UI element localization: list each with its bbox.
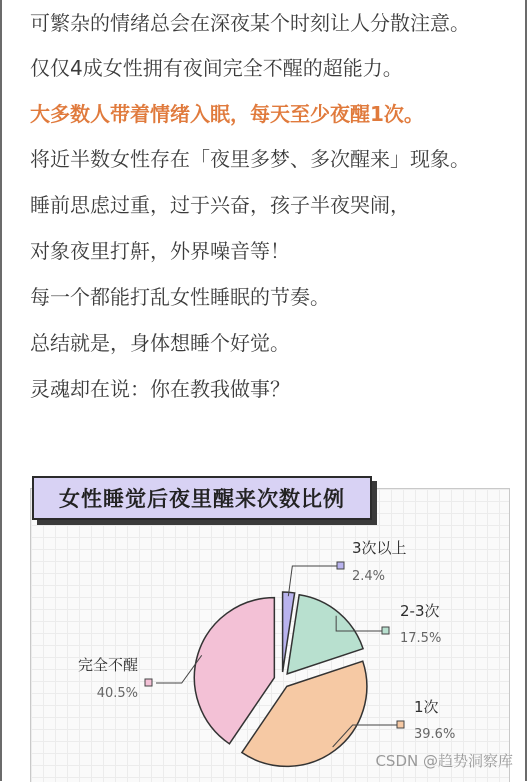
legend-marker bbox=[397, 721, 404, 728]
legend-marker bbox=[337, 562, 344, 569]
text-line: 灵魂却在说：你在教我做事？ bbox=[30, 377, 290, 401]
slice-value: 39.6% bbox=[414, 727, 456, 742]
text-line: 每一个都能打乱女性睡眠的节奏。 bbox=[30, 285, 330, 309]
chart-title: 女性睡觉后夜里醒来次数比例 bbox=[32, 476, 372, 520]
legend-marker bbox=[145, 679, 152, 686]
slice-value: 40.5% bbox=[96, 686, 138, 701]
legend-marker bbox=[382, 627, 389, 634]
text-line: 对象夜里打鼾，外界噪音等！ bbox=[30, 239, 290, 263]
leader-line bbox=[288, 566, 340, 596]
text-line: 仅仅4成女性拥有夜间完全不醒的超能力。 bbox=[30, 56, 403, 80]
watermark: CSDN @趋势洞察库 bbox=[375, 752, 513, 770]
slice-label: 完全不醒 bbox=[77, 656, 138, 674]
pie-slice bbox=[287, 595, 363, 674]
slice-label: 3次以上 bbox=[352, 539, 407, 557]
text-line: 将近半数女性存在「夜里多梦、多次醒来」现象。 bbox=[30, 147, 470, 171]
text-line: 睡前思虑过重，过于兴奋，孩子半夜哭闹， bbox=[30, 193, 410, 217]
slice-value: 2.4% bbox=[352, 569, 386, 584]
slice-value: 17.5% bbox=[400, 631, 442, 646]
slice-label: 2-3次 bbox=[400, 602, 440, 620]
slice-label: 1次 bbox=[414, 698, 439, 716]
text-line: 大多数人带着情绪入眠，每天至少夜醒1次。 bbox=[30, 102, 424, 126]
text-line: 可繁杂的情绪总会在深夜某个时刻让人分散注意。 bbox=[30, 11, 470, 35]
text-line: 总结就是，身体想睡个好觉。 bbox=[30, 331, 290, 355]
